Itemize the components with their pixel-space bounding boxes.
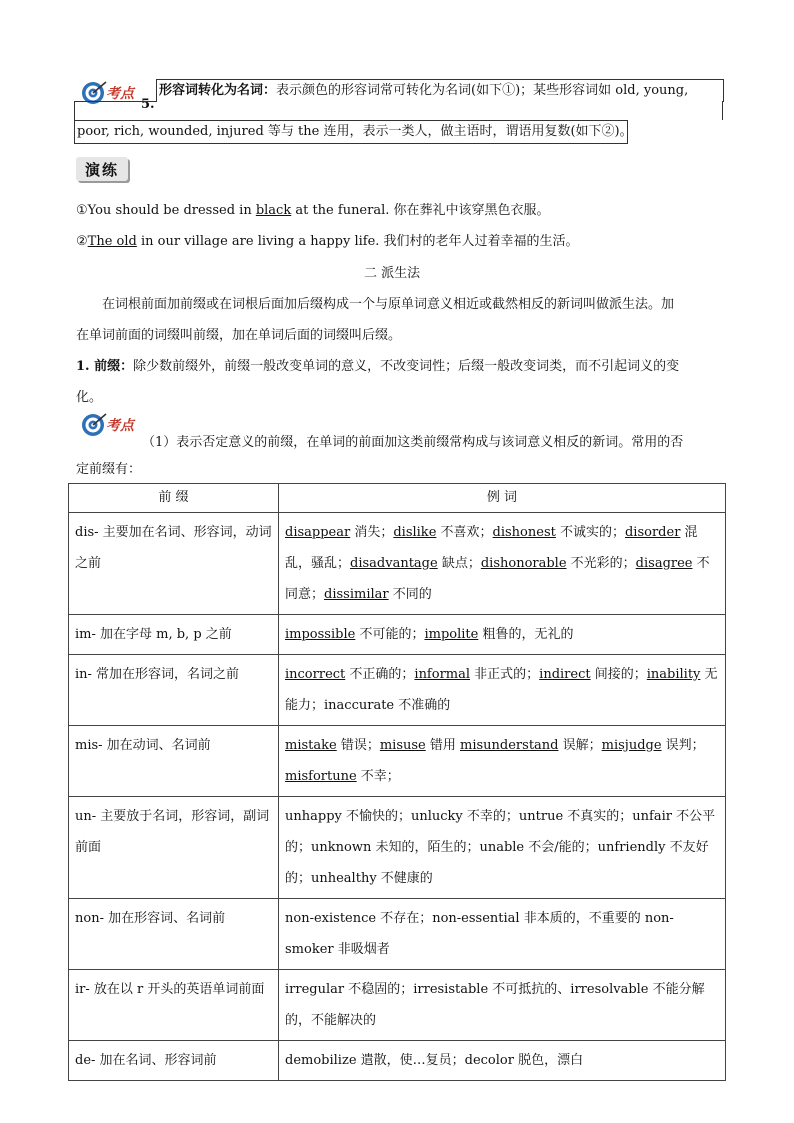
example-gloss: 误判； — [661, 738, 705, 753]
target-icon — [80, 412, 108, 438]
example-gloss: 不可能的； — [355, 627, 425, 642]
example-gloss: non-existence 不存在；non-essential 非本质的，不重要的 non-smoker 非吸烟者 — [285, 911, 674, 957]
example-gloss: 不同意； — [285, 556, 710, 602]
example-gloss: demobilize 遣散，使…复员；decolor 脱色，漂白 — [285, 1053, 584, 1068]
prefix-cell: mis- 加在动词、名词前 — [69, 726, 279, 797]
example-word: indirect — [539, 667, 591, 682]
example-word: impolite — [424, 627, 479, 642]
example-gloss: 不幸； — [356, 769, 400, 784]
header-examples: 例 词 — [279, 484, 726, 513]
kaodian-badge — [80, 412, 134, 438]
example-word: dishonorable — [480, 556, 567, 571]
examples-cell — [279, 970, 726, 1041]
table-row — [69, 726, 726, 797]
section5-line1: 表示颜色的形容词常可转化为名词(如下①)；某些形容词如 old, young, — [276, 83, 689, 98]
example-gloss: 非正式的； — [470, 667, 540, 682]
section-heading: 二 派生法 — [364, 266, 421, 281]
section5-line2: poor, rich, wounded, injured 等与 the 连用，表示一类人，做主语时，谓语用复数(如下②)。 — [77, 124, 633, 139]
prefix-cell: dis- 主要加在名词、形容词，动词之前 — [69, 513, 279, 615]
box-connector — [74, 101, 723, 120]
prefix-heading: 1. 前缀： — [76, 359, 134, 374]
example-gloss: 不光彩的； — [566, 556, 636, 571]
example-word: mistake — [285, 738, 337, 753]
example-gloss: irregular 不稳固的；irresistable 不可抵抗的、irresolvable 不能分解的，不能解决的 — [285, 982, 705, 1028]
prefix-cell: de- 加在名词、形容词前 — [69, 1041, 279, 1081]
example-marker: ① — [76, 203, 88, 218]
table-row — [69, 1041, 726, 1081]
example-underlined: The old — [87, 234, 137, 249]
examples-cell — [279, 899, 726, 970]
example-word: misjudge — [601, 738, 662, 753]
example-gloss: 消失； — [350, 525, 394, 540]
example-gloss: 不同的 — [388, 587, 432, 602]
negative-line-1: （1）表示否定意义的前缀，在单词的前面加这类前缀常构成与该词意义相反的新词。常用的否 — [142, 435, 684, 450]
table-row — [69, 513, 726, 615]
kaodian-label: 考点 — [106, 86, 134, 102]
example-word: disagree — [635, 556, 693, 571]
table-row — [69, 970, 726, 1041]
example-gloss: unhappy 不愉快的；unlucky 不幸的；untrue 不真实的；unfair 不公平的；unknown 未知的，陌生的；unable 不会/能的；unfriendly 不友好的；unhealthy 不健康的 — [285, 809, 716, 886]
example-word: impossible — [285, 627, 356, 642]
example-word: dissimilar — [324, 587, 389, 602]
example-word: informal — [414, 667, 471, 682]
section5-title: 形容词转化为名词： — [159, 83, 277, 98]
example-word: misfortune — [285, 769, 357, 784]
example-word: dishonest — [492, 525, 556, 540]
table-header-row — [69, 484, 726, 513]
example-gloss: 粗鲁的，无礼的 — [478, 627, 574, 642]
example-gloss: 错用 — [425, 738, 461, 753]
example-gloss: 不正确的； — [345, 667, 415, 682]
prefix-cell: ir- 放在以 r 开头的英语单词前面 — [69, 970, 279, 1041]
example-gloss: 无能力； — [285, 667, 718, 713]
header-prefix: 前 缀 — [69, 484, 279, 513]
prefix-cell: in- 常加在形容词，名词之前 — [69, 655, 279, 726]
box-connector-left — [74, 101, 75, 120]
table-row — [69, 615, 726, 655]
example-gloss: 缺点； — [437, 556, 481, 571]
examples-cell — [279, 1041, 726, 1081]
example-gloss: 混乱，骚乱； — [285, 525, 698, 571]
example-word: disappear — [285, 525, 351, 540]
examples-cell — [279, 513, 726, 615]
example-word: disadvantage — [350, 556, 438, 571]
prefix-cell: non- 加在形容词、名词前 — [69, 899, 279, 970]
example-word: misunderstand — [460, 738, 559, 753]
examples-cell — [279, 726, 726, 797]
example-word: disorder — [624, 525, 681, 540]
negative-line-2: 定前缀有： — [76, 462, 142, 477]
section5-box-line1 — [156, 79, 724, 102]
example-underlined: black — [255, 203, 292, 218]
example-word: inability — [646, 667, 701, 682]
intro-line-1: 在词根前面加前缀或在词根后面加后缀构成一个与原单词意义相近或截然相反的新词叫做派生法。加 — [102, 297, 675, 312]
example-gloss: 不喜欢； — [436, 525, 493, 540]
example-1: ①You should be dressed in black at the funeral. 你在葬礼中该穿黑色衣服。 — [76, 203, 550, 218]
example-2: ②The old in our village are living a happy life. 我们村的老年人过着幸福的生活。 — [76, 234, 579, 249]
examples-cell — [279, 797, 726, 899]
section5-number: 5. — [141, 97, 155, 112]
table-row — [69, 655, 726, 726]
section5-box-line2 — [74, 120, 633, 144]
table-row — [69, 899, 726, 970]
practice-label: 演练 — [76, 157, 128, 181]
kaodian-label: 考点 — [106, 418, 134, 434]
example-gloss: 不诚实的； — [555, 525, 625, 540]
prefix-cell: un- 主要放于名词，形容词，副词前面 — [69, 797, 279, 899]
example-gloss: 误解； — [558, 738, 602, 753]
prefix-line-1: 1. 前缀：除少数前缀外，前缀一般改变单词的意义，不改变词性；后缀一般改变词类，而不引起词义的变 — [76, 359, 680, 374]
table-row — [69, 797, 726, 899]
prefix-cell: im- 加在字母 m, b, p 之前 — [69, 615, 279, 655]
prefix-table — [68, 483, 726, 1081]
example-word: dislike — [393, 525, 437, 540]
example-gloss: inaccurate 不准确的 — [324, 698, 451, 713]
example-gloss: 间接的； — [590, 667, 647, 682]
examples-cell — [279, 655, 726, 726]
example-gloss: 错误； — [336, 738, 380, 753]
box-connector-top — [74, 101, 156, 102]
examples-cell — [279, 615, 726, 655]
prefix-line-2: 化。 — [76, 390, 103, 405]
example-word: incorrect — [285, 667, 346, 682]
example-word: misuse — [379, 738, 426, 753]
intro-line-2: 在单词前面的词缀叫前缀，加在单词后面的词缀叫后缀。 — [76, 328, 402, 343]
example-marker: ② — [76, 234, 88, 249]
